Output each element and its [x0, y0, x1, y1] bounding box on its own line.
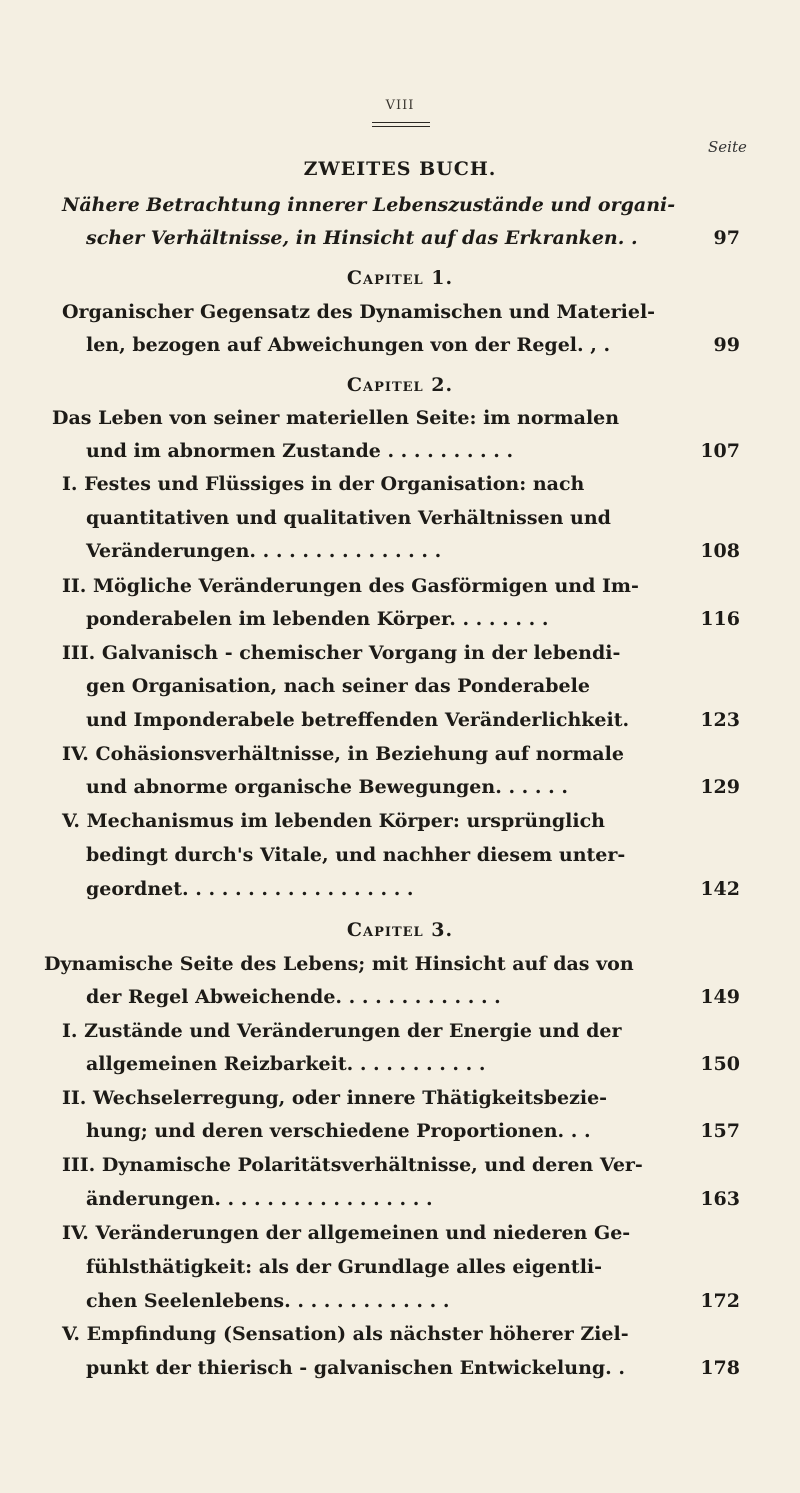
section-line: änderungen. . . . . . . . . . . . . . . . .: [86, 1188, 433, 1210]
header-rule-top: [372, 122, 430, 123]
section-line: gen Organisation, nach seiner das Ponderabele: [86, 675, 590, 697]
page-number: 150: [700, 1053, 740, 1075]
section-line: IV. Veränderungen der allgemeinen und niederen Ge-: [62, 1222, 631, 1244]
chapter-heading: Capitel 1.: [346, 267, 454, 289]
section-line: geordnet. . . . . . . . . . . . . . . . . .: [86, 878, 414, 900]
chapter-line: Organischer Gegensatz des Dynamischen und Materiel-: [62, 301, 656, 323]
section-line: V. Empfindung (Sensation) als nächster höherer Ziel-: [62, 1323, 629, 1345]
page-number: 107: [700, 440, 740, 462]
section-line: ponderabelen im lebenden Körper. . . . . . . .: [86, 608, 549, 630]
page-number: 108: [700, 540, 740, 562]
section-line: quantitativen und qualitativen Verhältnissen und: [86, 507, 611, 529]
section-line: I. Zustände und Veränderungen der Energie und der: [62, 1020, 622, 1042]
chapter-heading: Capitel 2.: [346, 374, 454, 396]
section-line: II. Mögliche Veränderungen des Gasförmigen und Im-: [62, 575, 639, 597]
section-line: fühlsthätigkeit: als der Grundlage alles eigentli-: [86, 1256, 603, 1278]
seite-label: Seite: [708, 138, 747, 156]
chapter-line: len, bezogen auf Abweichungen von der Regel. , .: [86, 334, 611, 356]
page-number: 129: [700, 776, 740, 798]
page-number: 99: [713, 334, 740, 356]
section-line: IV. Cohäsionsverhältnisse, in Beziehung auf normale: [62, 743, 624, 765]
page-number: 178: [700, 1357, 740, 1379]
page-number: 163: [700, 1188, 740, 1210]
book-title: ZWEITES BUCH.: [303, 158, 497, 180]
section-line: V. Mechanismus im lebenden Körper: ursprünglich: [62, 810, 605, 832]
chapter-heading: Capitel 3.: [346, 919, 454, 941]
section-line: und Imponderabele betreffenden Veränderlichkeit.: [86, 709, 630, 731]
intro-line-1: Nähere Betrachtung innerer Lebenszustände und organi-: [62, 194, 676, 216]
section-line: III. Galvanisch - chemischer Vorgang in der lebendi-: [62, 642, 621, 664]
header-rule-bottom: [372, 126, 430, 127]
section-line: und abnorme organische Bewegungen. . . . . .: [86, 776, 568, 798]
section-line: Veränderungen. . . . . . . . . . . . . . .: [86, 540, 442, 562]
page-number: 116: [700, 608, 740, 630]
section-line: hung; und deren verschiedene Proportionen. . .: [86, 1120, 591, 1142]
page-number: 142: [700, 878, 740, 900]
chapter-line: und im abnormen Zustande . . . . . . . . . .: [86, 440, 514, 462]
chapter-line: Das Leben von seiner materiellen Seite: im normalen: [52, 407, 620, 429]
intro-line-2: scher Verhältnisse, in Hinsicht auf das Erkranken. .: [86, 227, 638, 249]
section-line: allgemeinen Reizbarkeit. . . . . . . . . . .: [86, 1053, 486, 1075]
chapter-line: der Regel Abweichende. . . . . . . . . . . . .: [86, 986, 501, 1008]
section-line: chen Seelenlebens. . . . . . . . . . . . .: [86, 1290, 450, 1312]
section-line: II. Wechselerregung, oder innere Thätigkeitsbezie-: [62, 1087, 608, 1109]
page-number: 123: [700, 709, 740, 731]
section-line: I. Festes und Flüssiges in der Organisation: nach: [62, 473, 585, 495]
page-number: 172: [700, 1290, 740, 1312]
chapter-line: Dynamische Seite des Lebens; mit Hinsicht auf das von: [44, 953, 634, 975]
section-line: bedingt durch's Vitale, und nachher diesem unter-: [86, 844, 626, 866]
page-number: 149: [700, 986, 740, 1008]
page-number: 97: [713, 227, 740, 249]
page-number: 157: [700, 1120, 740, 1142]
section-line: punkt der thierisch - galvanischen Entwickelung. .: [86, 1357, 626, 1379]
page-folio: VIII: [385, 98, 415, 113]
section-line: III. Dynamische Polaritätsverhältnisse, und deren Ver-: [62, 1154, 643, 1176]
